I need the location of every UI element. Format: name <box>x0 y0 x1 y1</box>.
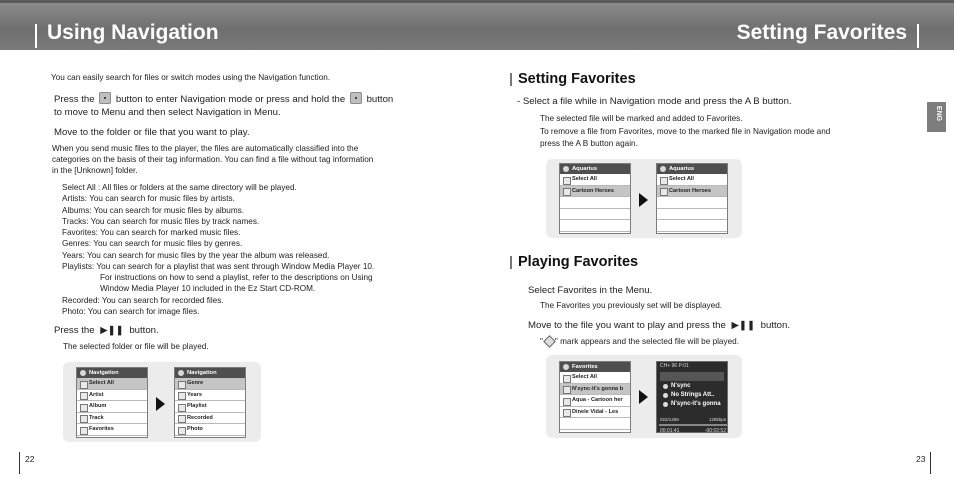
setting-favorites-step: - Select a file while in Navigation mode and press the A B button. <box>517 96 792 107</box>
step2-b: button. <box>760 320 791 331</box>
step1-c: button <box>366 94 394 105</box>
screen2-row: Recorded <box>175 413 245 425</box>
player-progress-bar <box>659 424 727 426</box>
screen5-row: Aqua - Cartoon her <box>560 395 630 407</box>
player-bitrate: 128kbps <box>708 417 726 422</box>
category-select-all: Select All : All files or folders at the same directory will be played. <box>62 183 297 192</box>
desc-line-1: When you send music files to the player, the files are automatically classified into the <box>52 144 359 153</box>
screen5-row: N'sync-it's gonna b <box>560 384 630 396</box>
desc-line-2: categories on the basis of their tag information. You can find a file without tag information <box>52 155 374 164</box>
screen2-row: Photo <box>175 424 245 436</box>
step1-b: button to enter Navigation mode or press and hold the <box>115 94 346 105</box>
step2-a: Move to the file you want to play and press the <box>528 320 726 331</box>
player-track-line: N'sync-it's gonna <box>657 400 727 409</box>
category-tracks: Tracks: You can search for music files by track names. <box>62 217 260 226</box>
language-tab <box>927 102 946 132</box>
arrow-right-icon <box>639 193 648 207</box>
menu-button-icon-2 <box>350 92 362 104</box>
player-track-line: No Strings Att.. <box>657 391 727 400</box>
arrow-right-icon <box>639 390 648 404</box>
screen4-title: Aquarius <box>657 164 727 174</box>
left-page-title: Using Navigation <box>35 20 219 46</box>
screen3-row-empty <box>560 197 630 209</box>
note2-open-quote: " <box>540 337 543 346</box>
screen5-row-empty <box>560 418 630 430</box>
right-page-number: 23 <box>916 454 926 464</box>
header-rule <box>0 0 954 3</box>
category-playlists: Playlists: You can search for a playlist that was sent through Window Media Player 10. <box>62 262 375 271</box>
step1-line2: to move to Menu and then select Navigation in Menu. <box>54 107 281 118</box>
left-page-number: 22 <box>25 454 35 464</box>
screen3-row-empty <box>560 209 630 221</box>
screen4-row-empty <box>657 209 727 221</box>
now-playing-screen <box>656 361 728 433</box>
navigation-screen-2 <box>174 367 246 438</box>
player-time-remaining: -00:02:52 <box>704 428 726 433</box>
right-page-marker <box>930 452 931 474</box>
desc-line-3: in the [Unknown] folder. <box>52 166 138 175</box>
screen2-row: Playlist <box>175 401 245 413</box>
screen1-row: Select All <box>77 378 147 390</box>
screen5-row: Dinele Vidal - Les <box>560 407 630 419</box>
playing-favorites-heading: Playing Favorites <box>510 253 638 271</box>
intro-text: You can easily search for files or switch modes using the Navigation function. <box>51 73 331 82</box>
step2-text: Move to the folder or file that you want to play. <box>54 127 250 138</box>
step3-text <box>54 324 159 337</box>
screen1-row: Track <box>77 413 147 425</box>
screen1-row: Artist <box>77 390 147 402</box>
favorites-screen-before <box>559 163 631 234</box>
play-pause-icon: ▶❚❚ <box>100 325 124 336</box>
screen4-row-empty <box>657 197 727 209</box>
player-times <box>660 428 726 433</box>
step3-b: button. <box>129 325 159 336</box>
category-years: Years: You can search for music files by the year the album was released. <box>62 251 330 260</box>
player-info-line <box>660 417 726 423</box>
screen2-row: Genre <box>175 378 245 390</box>
navigation-screen-1 <box>76 367 148 438</box>
menu-button-icon <box>99 92 111 104</box>
category-genres: Genres: You can search for music files by genres. <box>62 239 243 248</box>
screen1-row: Album <box>77 401 147 413</box>
category-albums: Albums: You can search for music files by albums. <box>62 206 245 215</box>
favorites-list-screen <box>559 361 631 433</box>
screen3-row-empty <box>560 220 630 232</box>
note2-text: " mark appears and the selected file will be played. <box>554 337 739 346</box>
step3-note: The selected folder or file will be played. <box>63 342 209 351</box>
screen3-row: Select All <box>560 174 630 186</box>
playing-favorites-note-2 <box>540 336 739 347</box>
setting-favorites-heading: Setting Favorites <box>510 70 636 88</box>
right-page-title: Setting Favorites <box>737 20 919 46</box>
screen5-title: Favorites <box>560 362 630 372</box>
category-playlists-cont-1: For instructions on how to send a playlist, refer to the descriptions on Using <box>100 273 373 282</box>
player-status-bar: CH+ 96 P:01 <box>660 363 689 369</box>
screen1-row: Favorites <box>77 424 147 436</box>
screen3-row: Cartoon Heroes <box>560 186 630 198</box>
category-photo: Photo: You can search for image files. <box>62 307 200 316</box>
screen5-row: Select All <box>560 372 630 384</box>
playing-favorites-step-2 <box>528 319 790 332</box>
playing-favorites-step-1: Select Favorites in the Menu. <box>528 285 653 296</box>
favorite-mark-icon <box>543 337 555 345</box>
screen1-title: Navigation <box>77 368 147 378</box>
left-page-marker <box>19 452 20 474</box>
header-band <box>0 0 954 50</box>
setting-favorites-note-1: The selected file will be marked and added to Favorites. <box>540 114 743 123</box>
player-time-elapsed: 00:01:41 <box>660 428 680 433</box>
favorites-screen-after <box>656 163 728 234</box>
step3-a: Press the <box>54 325 95 336</box>
player-track-line: N'sync <box>657 382 727 391</box>
screen2-title: Navigation <box>175 368 245 378</box>
category-artists: Artists: You can search for music files by artists. <box>62 194 235 203</box>
setting-favorites-note-2b: press the A B button again. <box>540 139 638 148</box>
language-tab-label: ENG <box>935 105 943 122</box>
category-playlists-cont-2: Window Media Player 10 included in the Ez Start CD-ROM. <box>100 284 316 293</box>
setting-favorites-note-2a: To remove a file from Favorites, move to the marked file in Navigation mode and <box>540 127 831 136</box>
screen4-row: Select All <box>657 174 727 186</box>
screen4-row: Cartoon Heroes <box>657 186 727 198</box>
screen4-row-empty <box>657 220 727 232</box>
play-pause-icon: ▶❚❚ <box>731 320 755 331</box>
player-track-count: 022/1459 <box>660 417 679 422</box>
playing-favorites-note-1: The Favorites you previously set will be displayed. <box>540 301 723 310</box>
category-recorded: Recorded: You can search for recorded files. <box>62 296 224 305</box>
category-favorites: Favorites: You can search for marked music files. <box>62 228 241 237</box>
screen2-row: Years <box>175 390 245 402</box>
step1-a: Press the <box>54 94 95 105</box>
player-mode-bar <box>660 372 724 381</box>
step1-line1 <box>54 92 393 106</box>
screen3-title: Aquarius <box>560 164 630 174</box>
arrow-right-icon <box>156 397 165 411</box>
